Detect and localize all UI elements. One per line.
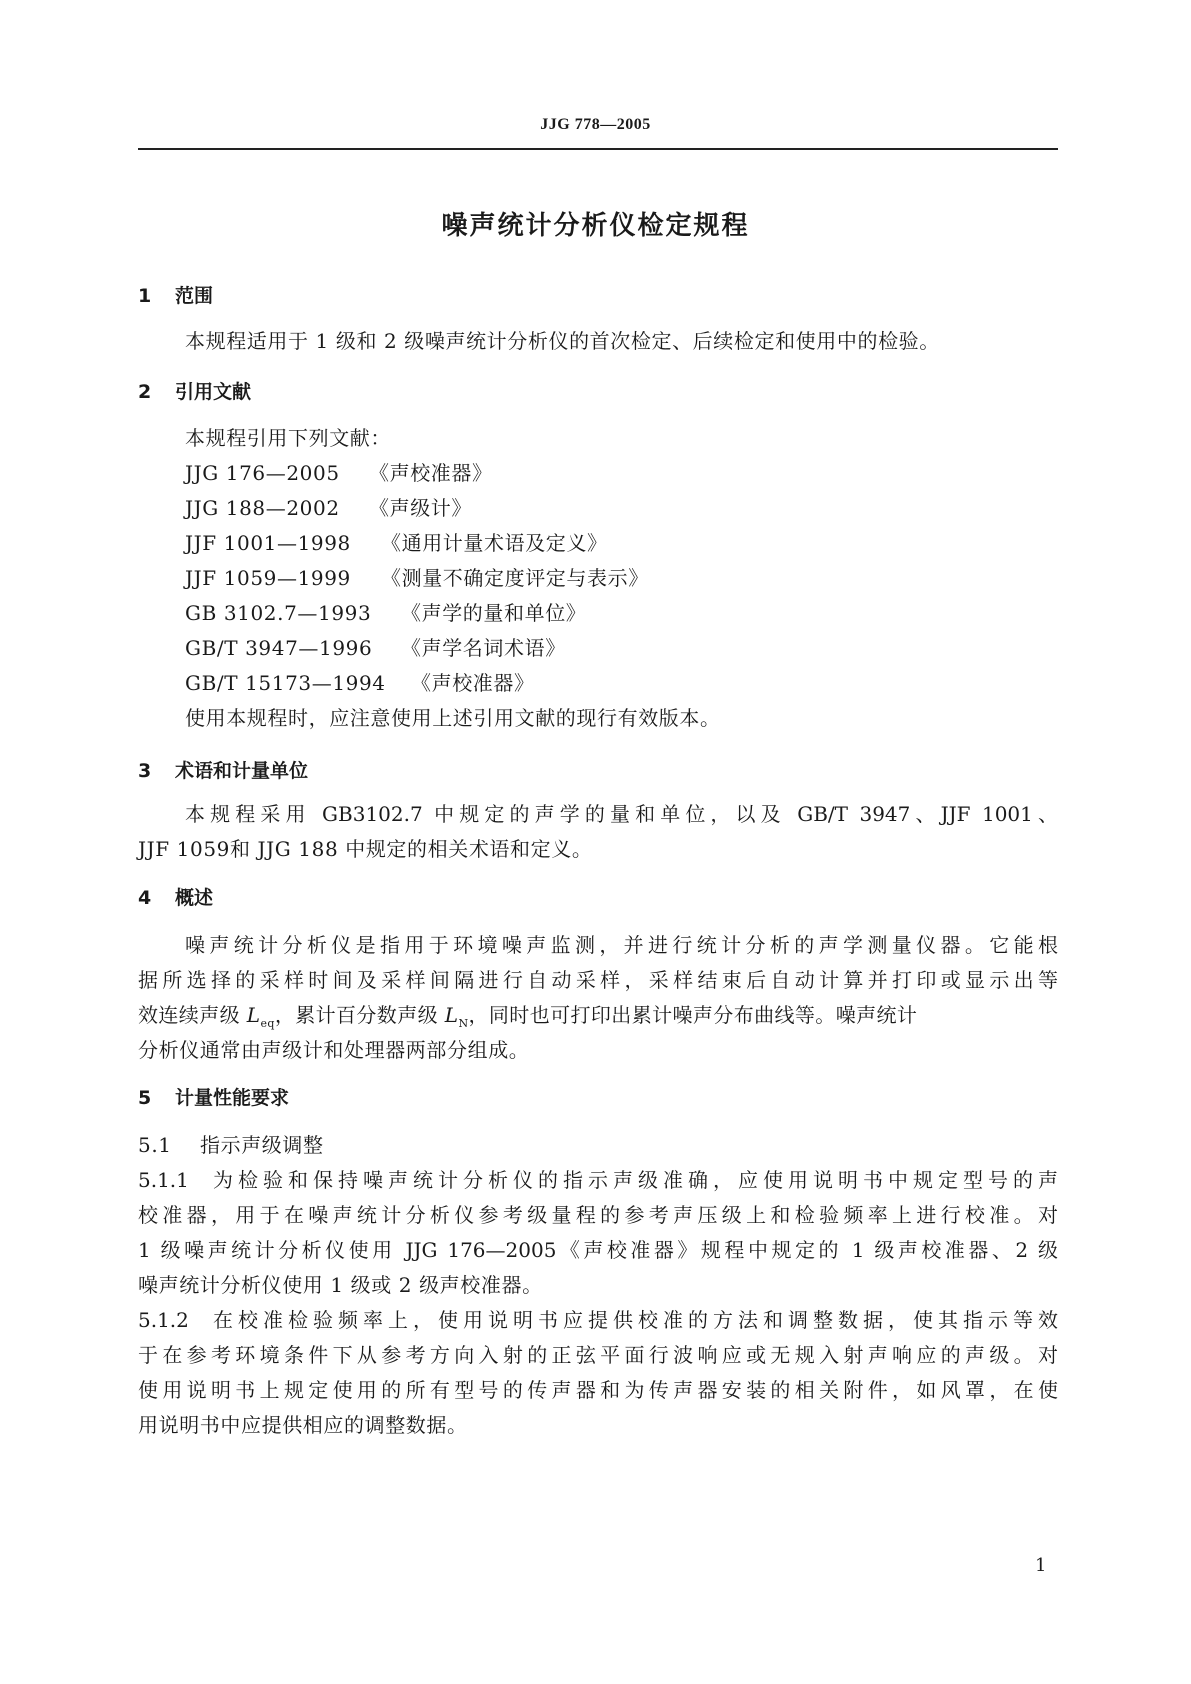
reference-item xyxy=(185,634,566,662)
symbol-letter: L xyxy=(444,1003,459,1027)
reference-item xyxy=(185,599,586,627)
reference-title: 《声校准器》 xyxy=(369,461,493,485)
section-5-heading xyxy=(138,1084,289,1112)
section-title: 概述 xyxy=(175,887,214,909)
subsection-number: 5.1 xyxy=(138,1133,172,1157)
reference-code: JJG 176—2005 xyxy=(185,461,340,485)
reference-title: 《测量不确定度评定与表示》 xyxy=(381,566,649,590)
clause-5-1-2-line: 使用说明书上规定使用的所有型号的传声器和为传声器安装的相关附件，如风罩，在使 xyxy=(138,1378,1058,1402)
clause-text: 为检验和保持噪声统计分析仪的指示声级准确，应使用说明书中规定型号的声 xyxy=(208,1168,1058,1192)
reference-code: GB 3102.7—1993 xyxy=(185,601,372,625)
section-title: 范围 xyxy=(175,285,214,307)
references-intro: 本规程引用下列文献： xyxy=(185,426,391,450)
section-4-line: 分析仪通常由声级计和处理器两部分组成。 xyxy=(138,1038,530,1062)
section-number: 3 xyxy=(138,760,152,782)
section-3-heading xyxy=(138,757,308,785)
clause-5-1-2-line: 用说明书中应提供相应的调整数据。 xyxy=(138,1413,468,1437)
symbol-subscript: N xyxy=(458,1017,469,1030)
symbol-letter: L xyxy=(246,1003,261,1027)
section-title: 术语和计量单位 xyxy=(175,760,309,782)
text-fragment: ，同时也可打印出累计噪声分布曲线等。噪声统计 xyxy=(468,1003,918,1027)
references-note: 使用本规程时，应注意使用上述引用文献的现行有效版本。 xyxy=(185,706,721,730)
section-4-line: 噪声统计分析仪是指用于环境噪声监测，并进行统计分析的声学测量仪器。它能根 xyxy=(185,933,1058,957)
section-title: 引用文献 xyxy=(175,381,252,403)
symbol-ln xyxy=(444,1003,469,1030)
reference-item xyxy=(185,459,493,487)
reference-item xyxy=(185,669,535,697)
standard-code-header: JJG 778—2005 xyxy=(540,116,651,133)
clause-number: 5.1.2 xyxy=(138,1308,189,1332)
clause-5-1-1-line xyxy=(138,1166,1058,1194)
section-1-text: 本规程适用于 1 级和 2 级噪声统计分析仪的首次检定、后续检定和使用中的检验。 xyxy=(185,329,940,353)
reference-code: GB/T 3947—1996 xyxy=(185,636,373,660)
reference-code: JJF 1001—1998 xyxy=(185,531,351,555)
header-rule xyxy=(138,148,1058,150)
page-number: 1 xyxy=(1035,1555,1047,1576)
section-3-line: JJF 1059和 JJG 188 中规定的相关术语和定义。 xyxy=(138,837,593,861)
text-fragment: ，累计百分数声级 xyxy=(274,1003,445,1027)
subsection-5-1-heading xyxy=(138,1131,324,1159)
reference-title: 《声学名词术语》 xyxy=(401,636,566,660)
symbol-subscript: eq xyxy=(260,1017,275,1030)
section-4-line: 据所选择的采样时间及采样间隔进行自动采样，采样结束后自动计算并打印或显示出等 xyxy=(138,968,1058,992)
clause-5-1-2-line: 于在参考环境条件下从参考方向入射的正弦平面行波响应或无规入射声响应的声级。对 xyxy=(138,1343,1058,1367)
clause-number: 5.1.1 xyxy=(138,1168,189,1192)
reference-title: 《声级计》 xyxy=(369,496,472,520)
text-fragment: 效连续声级 xyxy=(138,1003,247,1027)
clause-5-1-1-line: 校准器，用于在噪声统计分析仪参考级量程的参考声压级上和检验频率上进行校准。对 xyxy=(138,1203,1058,1227)
reference-code: GB/T 15173—1994 xyxy=(185,671,386,695)
section-3-line: 本规程采用 GB3102.7 中规定的声学的量和单位，以及 GB/T 3947、JJF 1001、 xyxy=(185,802,1058,826)
reference-title: 《声学的量和单位》 xyxy=(401,601,587,625)
reference-code: JJG 188—2002 xyxy=(185,496,340,520)
clause-text: 在校准检验频率上，使用说明书应提供校准的方法和调整数据，使其指示等效 xyxy=(208,1308,1058,1332)
clause-5-1-1-line: 1 级噪声统计分析仪使用 JJG 176—2005《声校准器》规程中规定的 1 级声校准器、2 级 xyxy=(138,1238,1058,1262)
reference-title: 《声校准器》 xyxy=(411,671,535,695)
reference-item xyxy=(185,494,472,522)
clause-5-1-2-line xyxy=(138,1306,1058,1334)
section-1-heading xyxy=(138,282,213,310)
reference-item xyxy=(185,529,608,557)
section-2-heading xyxy=(138,378,251,406)
section-number: 1 xyxy=(138,285,152,307)
section-number: 5 xyxy=(138,1087,152,1109)
section-4-heading xyxy=(138,884,213,912)
section-number: 2 xyxy=(138,381,152,403)
reference-code: JJF 1059—1999 xyxy=(185,566,351,590)
section-number: 4 xyxy=(138,887,152,909)
clause-5-1-1-line: 噪声统计分析仪使用 1 级或 2 级声校准器。 xyxy=(138,1273,543,1297)
section-4-line xyxy=(138,1001,917,1038)
symbol-leq xyxy=(246,1003,275,1030)
reference-title: 《通用计量术语及定义》 xyxy=(381,531,608,555)
document-title: 噪声统计分析仪检定规程 xyxy=(441,211,750,241)
section-title: 计量性能要求 xyxy=(175,1087,290,1109)
subsection-title: 指示声级调整 xyxy=(200,1133,324,1157)
reference-item xyxy=(185,564,649,592)
